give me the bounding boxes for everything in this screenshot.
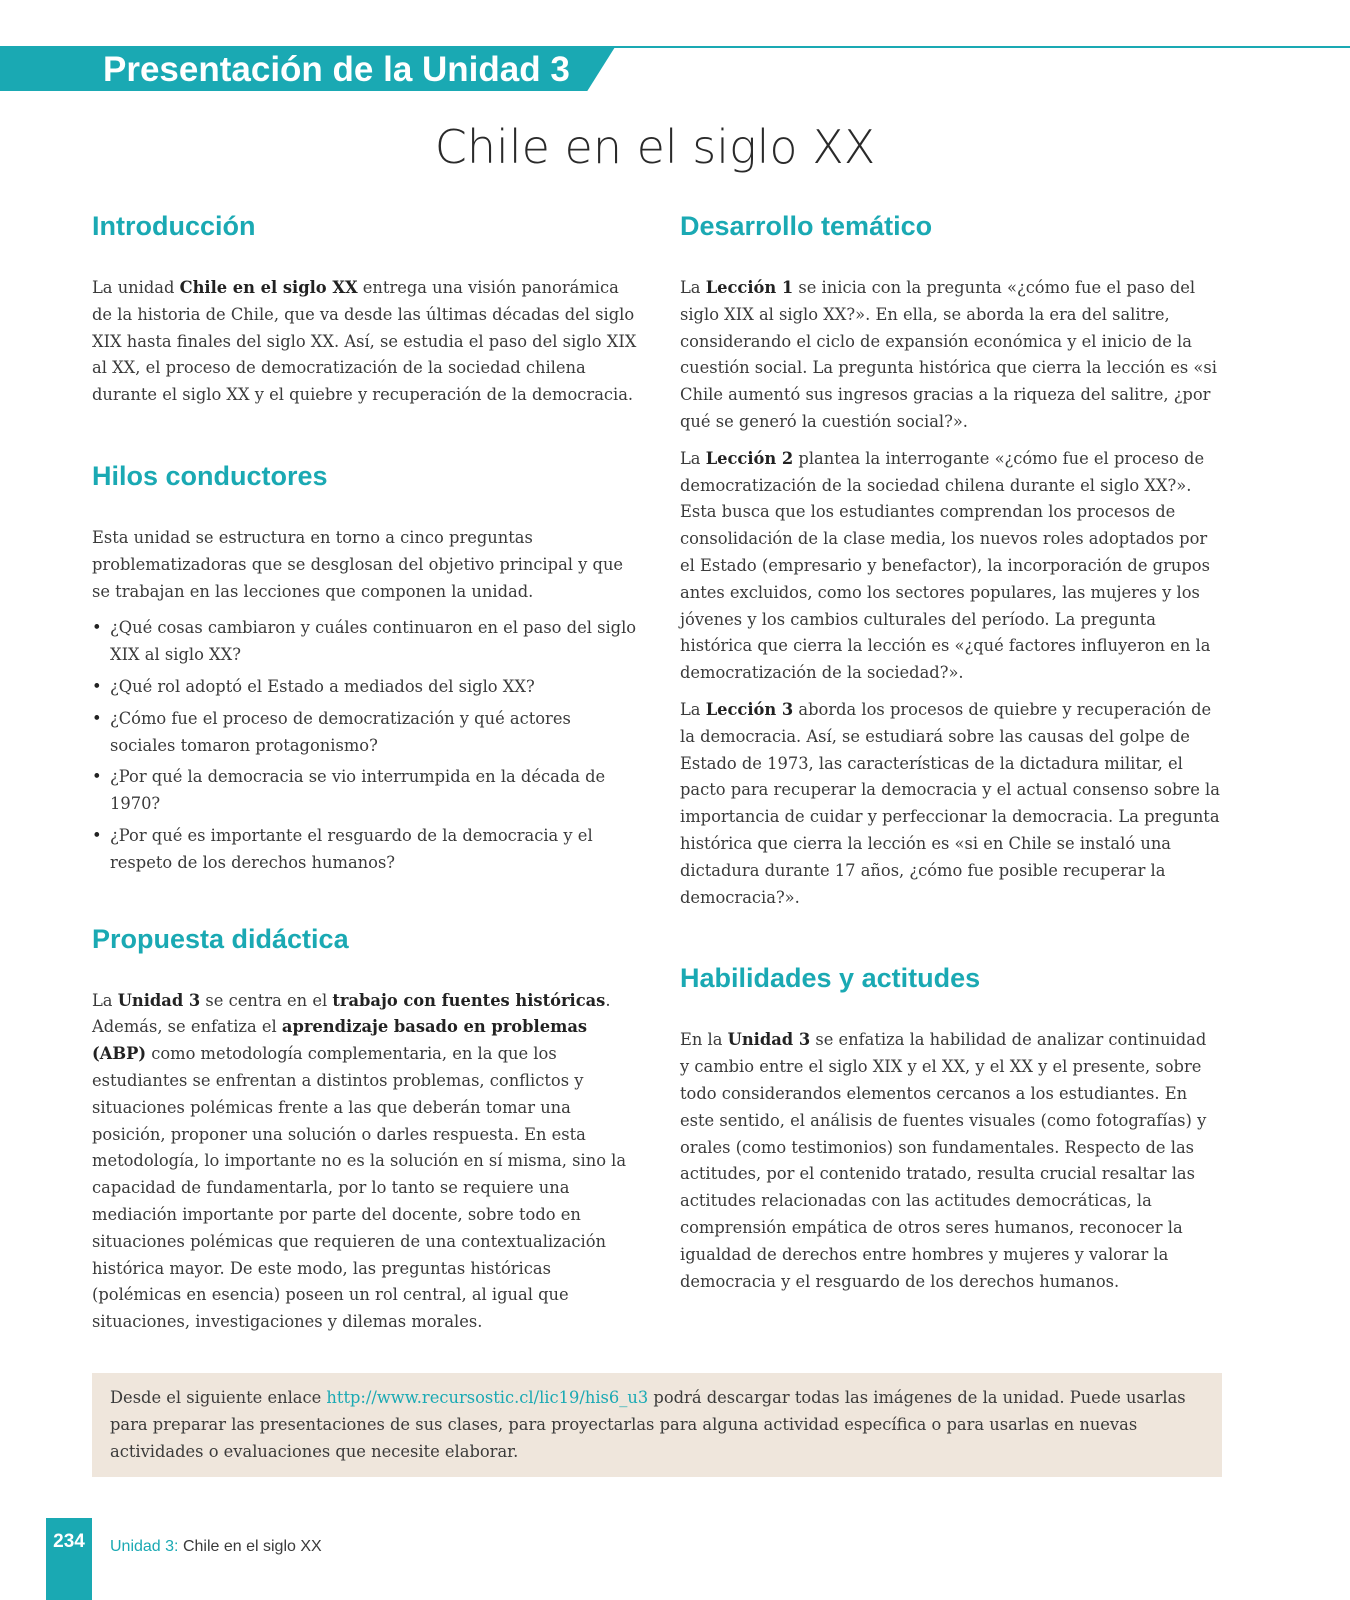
leccion-text: La bbox=[680, 448, 706, 468]
note-text: podrá descargar todas las imágenes de la unidad. Puede usarlas para preparar las presentaciones de sus clases, para proyectarlas para alguna actividad específica o para usarlas en nuevas actividades o evaluaciones que necesite elaborar. bbox=[110, 1388, 1186, 1461]
leccion-text: La bbox=[680, 278, 706, 297]
habilidades-bold: Unidad 3 bbox=[727, 1030, 811, 1050]
propuesta-paragraph bbox=[92, 988, 637, 1336]
list-item: • ¿Por qué la democracia se vio interrumpida en la década de 1970? bbox=[92, 764, 637, 818]
hilos-paragraph: Esta unidad se estructura en torno a cinco preguntas problematizadoras que se desglosan del objetivo principal y que se trabajan en las lecciones que componen la unidad. bbox=[92, 527, 624, 601]
leccion2-paragraph bbox=[680, 446, 1220, 687]
habilidades-paragraph bbox=[680, 1027, 1220, 1295]
list-item: • ¿Qué cosas cambiaron y cuáles continuaron en el paso del siglo XIX al siglo XX? bbox=[92, 615, 637, 669]
banner-title: Presentación de la Unidad 3 bbox=[103, 50, 570, 89]
leccion3-paragraph bbox=[680, 697, 1220, 911]
leccion-bold: Lección 2 bbox=[705, 448, 794, 468]
page-title: Chile en el siglo XX bbox=[434, 120, 876, 174]
propuesta-bold: aprendizaje basado en problemas (ABP) bbox=[92, 1017, 588, 1064]
intro-bold: Chile en el siglo XX bbox=[179, 278, 358, 297]
note-text: Desde el siguiente enlace bbox=[110, 1388, 327, 1407]
left-column bbox=[92, 205, 637, 1346]
propuesta-text: . Además, se enfatiza el bbox=[92, 990, 611, 1037]
propuesta-heading: Propuesta didáctica bbox=[92, 923, 349, 954]
propuesta-text: se centra en el bbox=[200, 990, 333, 1010]
leccion-bold: Lección 1 bbox=[705, 278, 794, 297]
intro-text: La unidad bbox=[92, 278, 180, 297]
footer-unit-label: Unidad 3: bbox=[110, 1538, 179, 1555]
list-item: • ¿Por qué es importante el resguardo de la democracia y el respeto de los derechos humanos? bbox=[92, 823, 637, 877]
right-column bbox=[680, 205, 1220, 1305]
leccion-text: se inicia con la pregunta «¿cómo fue el paso del siglo XIX al siglo XX?». En ella, se aborda la era del salitre, considerando el ciclo de expansión económica y el inicio de la cuestión social. La pregunta histórica que cierra la lección es «si Chile aumentó sus ingresos gracias a la riqueza del salitre, ¿por qué se generó la cuestión social?». bbox=[680, 278, 1217, 431]
page-number: 234 bbox=[53, 1531, 85, 1552]
footer-unit-title: Chile en el siglo XX bbox=[178, 1538, 322, 1555]
leccion-text: La bbox=[680, 699, 706, 719]
hilos-heading: Hilos conductores bbox=[92, 460, 328, 491]
leccion-text: plantea la interrogante «¿cómo fue el proceso de democratización de la sociedad chilena durante el siglo XX?». Esta busca que los estudiantes comprendan los procesos de consolidación de la clase media, los nuevos roles adoptados por el Estado (empresario y benefactor), la incorporación de grupos antes excluidos, como los sectores populares, las mujeres y los jóvenes y los cambios culturales del período. La pregunta histórica que cierra la lección es «¿qué factores influyeron en la democratización de la sociedad?». bbox=[680, 448, 1211, 683]
running-footer bbox=[110, 1536, 322, 1558]
questions-list bbox=[92, 615, 637, 876]
list-item: • ¿Cómo fue el proceso de democratización y qué actores sociales tomaron protagonismo? bbox=[92, 706, 637, 760]
list-item: • ¿Qué rol adoptó el Estado a mediados del siglo XX? bbox=[92, 674, 637, 701]
leccion-text: aborda los procesos de quiebre y recuperación de la democracia. Así, se estudiará sobre las causas del golpe de Estado de 1973, las características de la dictadura militar, el pacto para recuperar la democracia y el actual consenso sobre la importancia de cuidar y perfeccionar la democracia. La pregunta histórica que cierra la lección es «si en Chile se instaló una dictadura durante 17 años, ¿cómo fue posible recuperar la democracia?». bbox=[680, 699, 1220, 907]
leccion-bold: Lección 3 bbox=[705, 699, 794, 719]
propuesta-text: La bbox=[92, 990, 118, 1010]
habilidades-text: En la bbox=[680, 1030, 728, 1050]
propuesta-text: como metodología complementaria, en la que los estudiantes se enfrentan a distintos problemas, conflictos y situaciones polémicas frente a las que deberán tomar una posición, proponer una solución o darles respuesta. En esta metodología, lo importante no es la solución en sí misma, sino la capacidad de fundamentarla, por lo tanto se requiere una mediación importante por parte del docente, sobre todo en situaciones polémicas que requieren de una contextualización histórica mayor. De este modo, las preguntas históricas (polémicas en esencia) poseen un rol central, al igual que situaciones, investigaciones y dilemas morales. bbox=[92, 1044, 627, 1332]
resource-note-text bbox=[110, 1385, 1204, 1465]
intro-text-rest: entrega una visión panorámica de la historia de Chile, que va desde las últimas décadas del siglo XIX hasta finales del siglo XX. Así, se estudia el paso del siglo XIX al XX, el proceso de democratización de la sociedad chilena durante el siglo XX y el quiebre y recuperación de la democracia. bbox=[92, 278, 637, 405]
resource-link[interactable]: http://www.recursostic.cl/lic19/his6_u3 bbox=[326, 1388, 649, 1407]
desarrollo-heading: Desarrollo temático bbox=[680, 211, 933, 241]
intro-heading: Introducción bbox=[92, 211, 256, 241]
leccion1-paragraph bbox=[680, 275, 1220, 436]
intro-paragraph bbox=[92, 275, 637, 409]
propuesta-bold: Unidad 3 bbox=[117, 990, 201, 1010]
habilidades-text: se enfatiza la habilidad de analizar continuidad y cambio entre el siglo XIX y el XX, y el XX y el presente, sobre todo considerandos elementos cercanos a los estudiantes. En este sentido, el análisis de fuentes visuales (como fotografías) y orales (como testimonios) son fundamentales. Respecto de las actitudes, por el contenido tratado, resulta crucial resaltar las actitudes relacionadas con las actitudes democráticas, la comprensión empática de otros seres humanos, reconocer la igualdad de derechos entre hombres y mujeres y valorar la democracia y el resguardo de los derechos humanos. bbox=[680, 1030, 1207, 1291]
propuesta-bold: trabajo con fuentes históricas bbox=[332, 990, 606, 1010]
habilidades-heading: Habilidades y actitudes bbox=[680, 963, 981, 994]
resource-note bbox=[92, 1373, 1222, 1477]
